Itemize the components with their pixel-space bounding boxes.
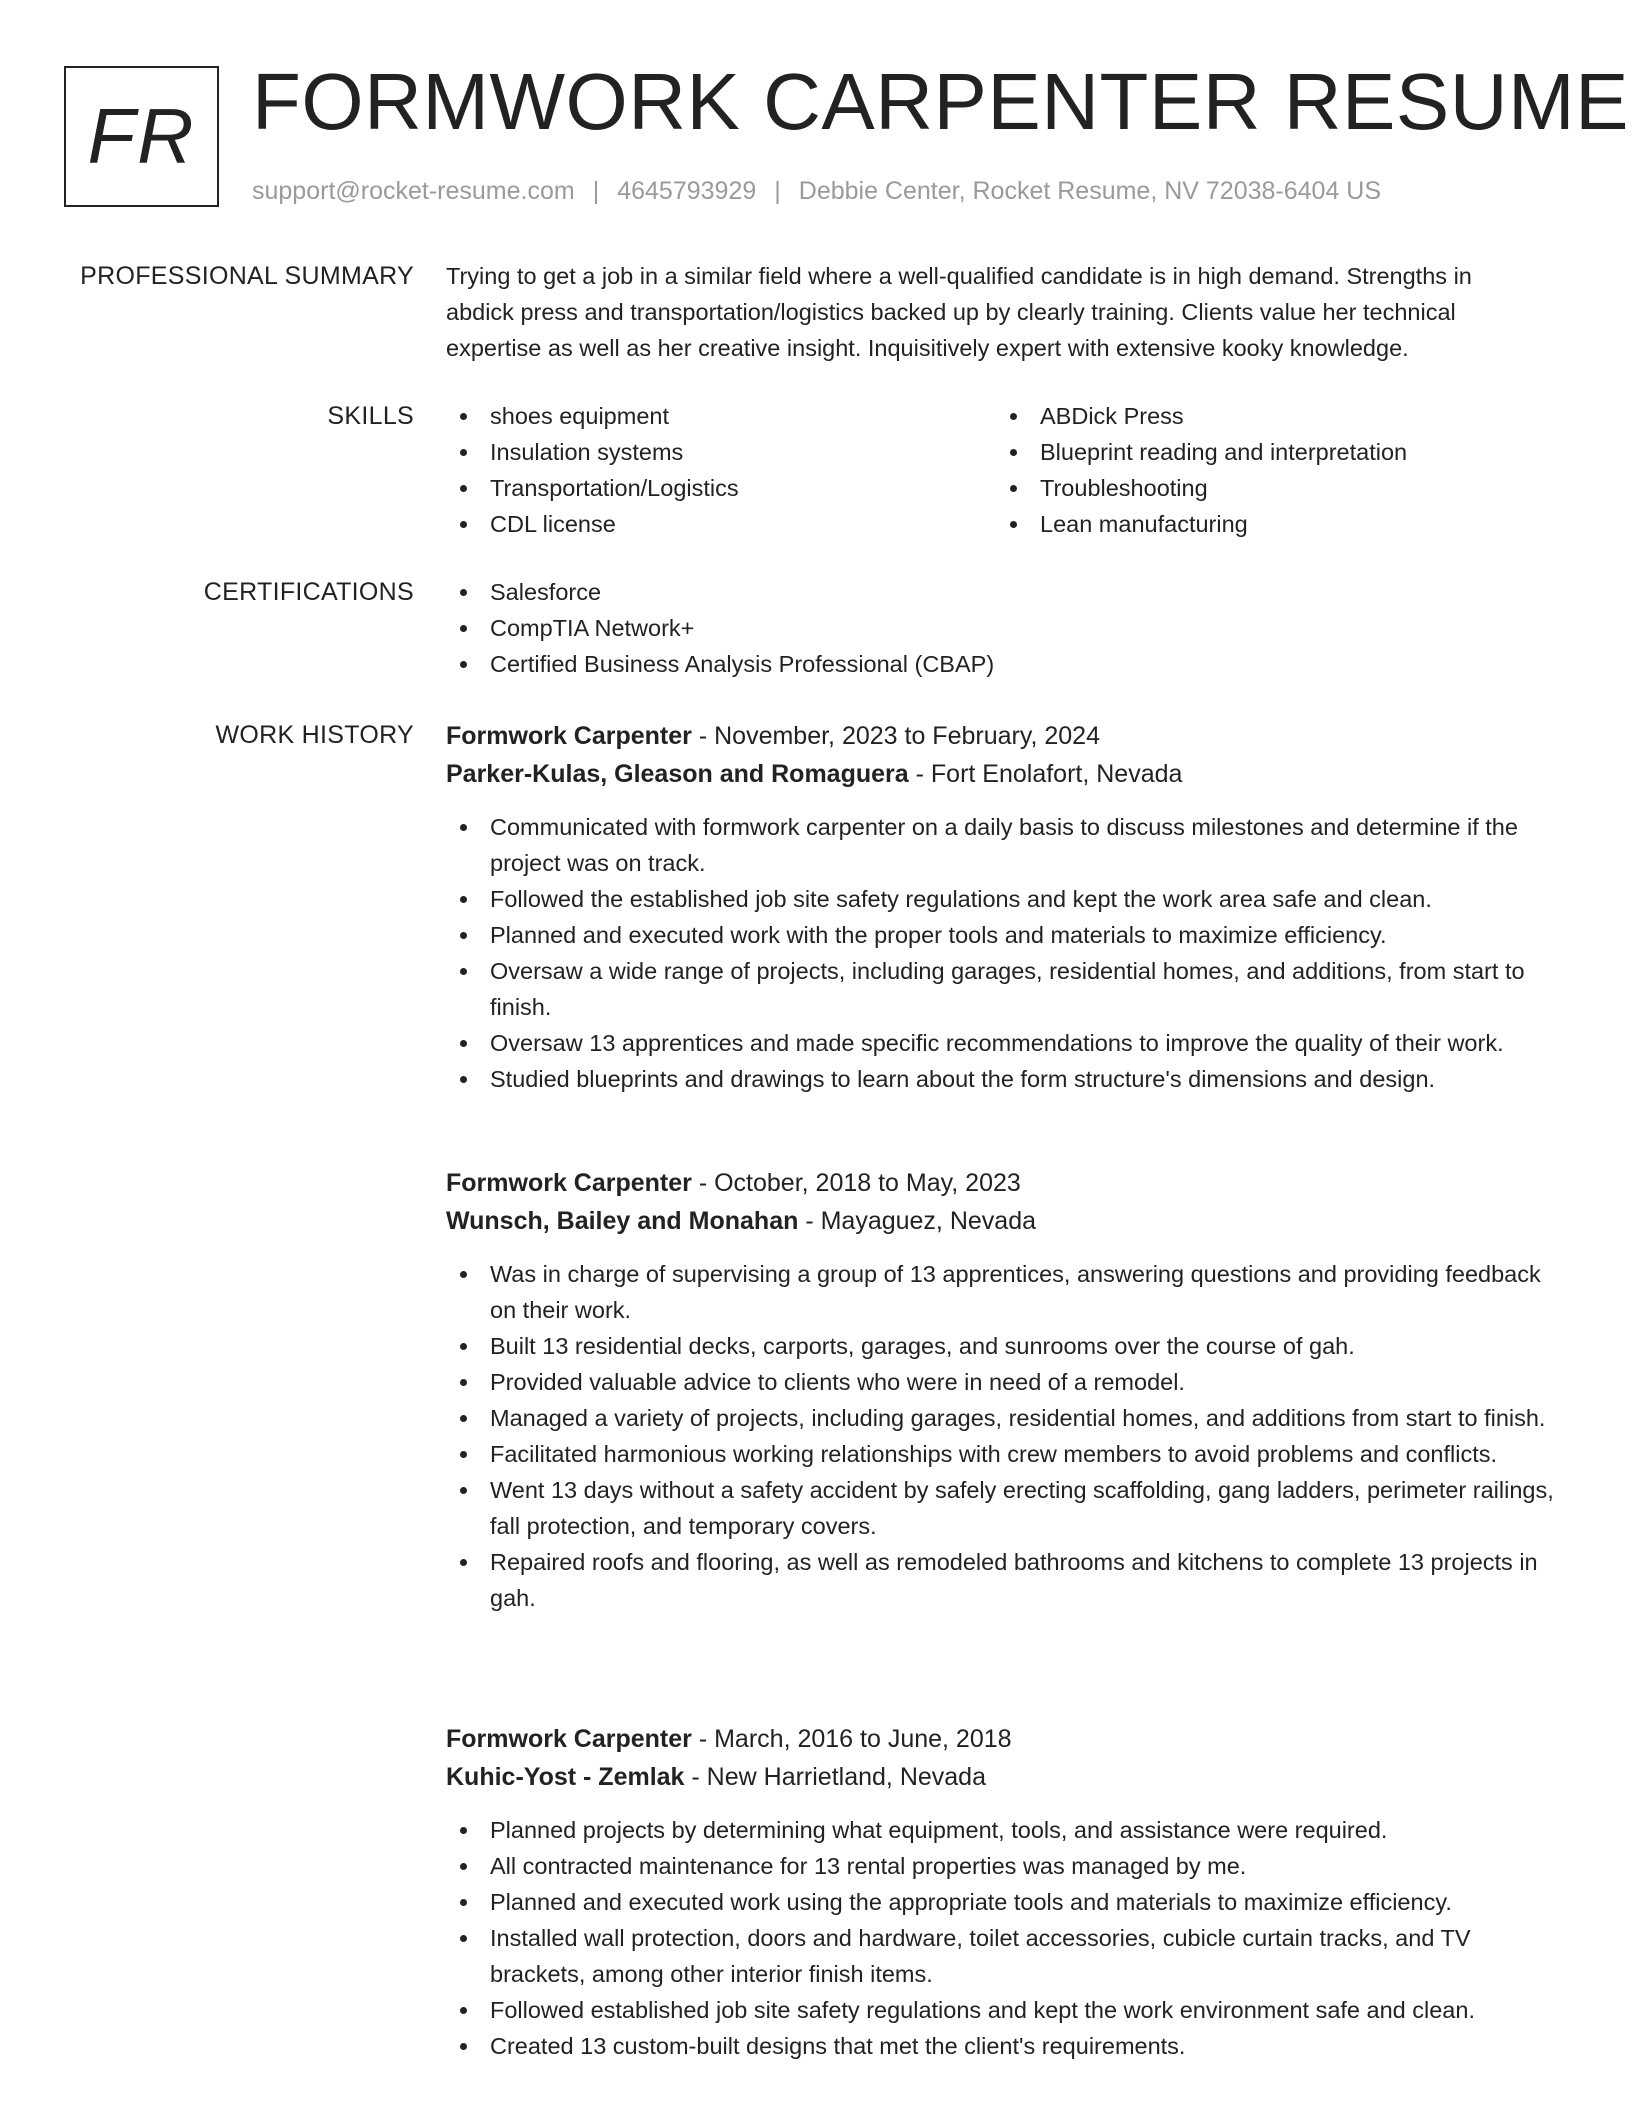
job-bullet: Oversaw a wide range of projects, including garages, residential homes, and additions, from start to finish. xyxy=(446,953,1556,1025)
job-title-line xyxy=(446,1164,1556,1202)
monogram-initials: FR xyxy=(87,92,196,180)
skill-item: Lean manufacturing xyxy=(996,506,1536,542)
job-entry xyxy=(446,717,1556,1097)
job-company: Parker-Kulas, Gleason and Romaguera xyxy=(446,760,909,788)
section-label-summary: PROFESSIONAL SUMMARY xyxy=(80,262,414,290)
certifications-body xyxy=(446,574,1556,682)
job-company-line xyxy=(446,1202,1556,1240)
contact-phone: 4645793929 xyxy=(617,177,757,205)
summary-text: Trying to get a job in a similar field where a well-qualified candidate is in high demand. Strengths in abdick press and transportation/logistics backed up by clearly training. Clients value her technical expertise as well as her creative insight. Inquisitively expert with extensive kooky knowledge. xyxy=(446,263,1472,361)
job-bullet: Followed the established job site safety regulations and kept the work area safe and clean. xyxy=(446,881,1556,917)
job-bullet: Oversaw 13 apprentices and made specific recommendations to improve the quality of their work. xyxy=(446,1025,1556,1061)
job-company-line xyxy=(446,755,1556,793)
skill-item: ABDick Press xyxy=(996,398,1536,434)
job-bullet: Managed a variety of projects, including garages, residential homes, and additions from start to finish. xyxy=(446,1400,1556,1436)
job-bullet: Planned projects by determining what equipment, tools, and assistance were required. xyxy=(446,1812,1556,1848)
job-location: - Mayaguez, Nevada xyxy=(798,1207,1036,1235)
job-title-line xyxy=(446,717,1556,755)
skill-item: Insulation systems xyxy=(446,434,986,470)
section-label-skills: SKILLS xyxy=(327,402,414,430)
skill-item: CDL license xyxy=(446,506,986,542)
job-dates: - November, 2023 to February, 2024 xyxy=(691,722,1100,750)
contact-email: support@rocket-resume.com xyxy=(252,177,575,205)
skill-item: Troubleshooting xyxy=(996,470,1536,506)
job-company: Wunsch, Bailey and Monahan xyxy=(446,1207,799,1235)
job-title: Formwork Carpenter xyxy=(446,1725,692,1753)
job-bullet: Planned and executed work with the proper tools and materials to maximize efficiency. xyxy=(446,917,1556,953)
job-bullet: Communicated with formwork carpenter on a daily basis to discuss milestones and determine if the project was on track. xyxy=(446,809,1556,881)
certification-item: CompTIA Network+ xyxy=(446,610,1556,646)
job-entry xyxy=(446,1164,1556,1616)
job-dates: - October, 2018 to May, 2023 xyxy=(691,1169,1021,1197)
skill-item: shoes equipment xyxy=(446,398,986,434)
section-label-work-history: WORK HISTORY xyxy=(215,721,414,749)
certification-item: Certified Business Analysis Professional (CBAP) xyxy=(446,646,1556,682)
job-bullet: Built 13 residential decks, carports, garages, and sunrooms over the course of gah. xyxy=(446,1328,1556,1364)
job-title-line xyxy=(446,1720,1556,1758)
job-bullet: Planned and executed work using the appropriate tools and materials to maximize efficiency. xyxy=(446,1884,1556,1920)
section-label-certifications: CERTIFICATIONS xyxy=(203,578,414,606)
job-title: Formwork Carpenter xyxy=(446,1169,692,1197)
resume-title: FORMWORK CARPENTER RESUME xyxy=(252,57,1629,146)
job-bullet: Facilitated harmonious working relationships with crew members to avoid problems and conflicts. xyxy=(446,1436,1556,1472)
resume-header xyxy=(0,0,1632,230)
job-bullet: Studied blueprints and drawings to learn about the form structure's dimensions and design. xyxy=(446,1061,1556,1097)
skills-column-2 xyxy=(996,398,1536,542)
certification-item: Salesforce xyxy=(446,574,1556,610)
job-dates: - March, 2016 to June, 2018 xyxy=(691,1725,1012,1753)
job-bullet: Provided valuable advice to clients who were in need of a remodel. xyxy=(446,1364,1556,1400)
contact-separator: | xyxy=(592,177,600,205)
skills-column-1 xyxy=(446,398,986,542)
contact-separator: | xyxy=(774,177,781,205)
job-title: Formwork Carpenter xyxy=(446,722,692,750)
job-bullet: Went 13 days without a safety accident by safely erecting scaffolding, gang ladders, perimeter railings, fall protection, and temporary covers. xyxy=(446,1472,1556,1544)
contact-line xyxy=(252,174,1381,208)
job-company: Kuhic-Yost - Zemlak xyxy=(446,1763,685,1791)
job-bullet: Installed wall protection, doors and hardware, toilet accessories, cubicle curtain tracks, and TV brackets, among other interior finish items. xyxy=(446,1920,1556,1992)
job-location: - Fort Enolafort, Nevada xyxy=(908,760,1183,788)
job-bullet: Created 13 custom-built designs that met the client's requirements. xyxy=(446,2028,1556,2064)
job-bullet: All contracted maintenance for 13 rental properties was managed by me. xyxy=(446,1848,1556,1884)
job-bullet: Followed established job site safety regulations and kept the work environment safe and clean. xyxy=(446,1992,1556,2028)
skill-item: Blueprint reading and interpretation xyxy=(996,434,1536,470)
contact-address: Debbie Center, Rocket Resume, NV 72038-6404 US xyxy=(798,177,1382,205)
job-company-line xyxy=(446,1758,1556,1796)
job-bullet: Repaired roofs and flooring, as well as remodeled bathrooms and kitchens to complete 13 projects in gah. xyxy=(446,1544,1556,1616)
skill-item: Transportation/Logistics xyxy=(446,470,986,506)
job-entry xyxy=(446,1720,1556,2064)
job-location: - New Harrietland, Nevada xyxy=(684,1763,986,1791)
monogram-box xyxy=(64,66,219,207)
job-bullet: Was in charge of supervising a group of 13 apprentices, answering questions and providing feedback on their work. xyxy=(446,1256,1556,1328)
